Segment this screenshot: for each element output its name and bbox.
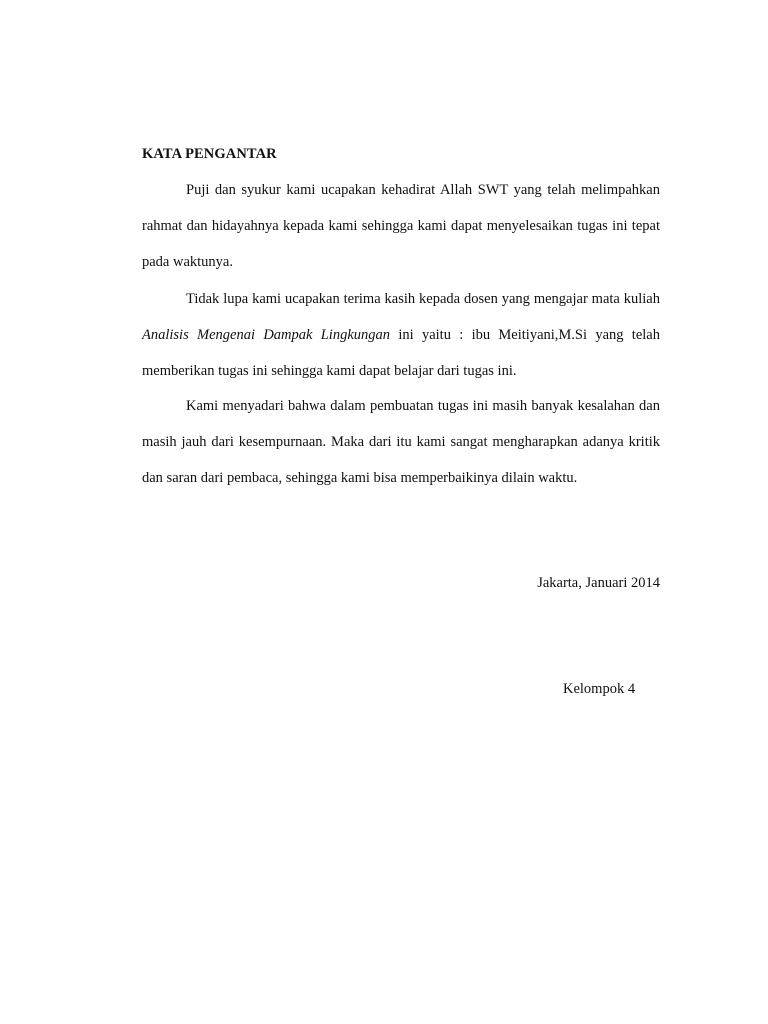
paragraph-thanks <box>142 281 660 389</box>
course-title: Analisis Mengenai Dampak Lingkungan <box>142 327 391 343</box>
paragraph-text: Kami menyadari bahwa dalam pembuatan tugas ini masih banyak kesalahan dan masih jauh dari kesempurnaan. Maka dari itu kami sangat mengharapkan adanya kritik dan saran dari pembaca, sehingga kami bisa memperbaikinya dilain waktu. <box>142 398 660 486</box>
paragraph-closing <box>142 388 660 496</box>
page-title: KATA PENGANTAR <box>142 146 277 162</box>
paragraph-text: Puji dan syukur kami ucapakan kehadirat Allah SWT yang telah melimpahkan rahmat dan hidayahnya kepada kami sehingga kami dapat menyelesaikan tugas ini tepat pada waktunya. <box>142 182 660 270</box>
signature-name: Kelompok 4 <box>563 681 636 697</box>
paragraph-text-after: ini yaitu : ibu Meitiyani,M.Si yang telah memberikan tugas ini sehingga kami dapat belajar dari tugas ini. <box>142 327 660 379</box>
paragraph-text-before: Tidak lupa kami ucapakan terima kasih kepada dosen yang mengajar mata kuliah <box>186 291 660 307</box>
paragraph-opening <box>142 172 660 280</box>
place-date: Jakarta, Januari 2014 <box>537 575 660 591</box>
